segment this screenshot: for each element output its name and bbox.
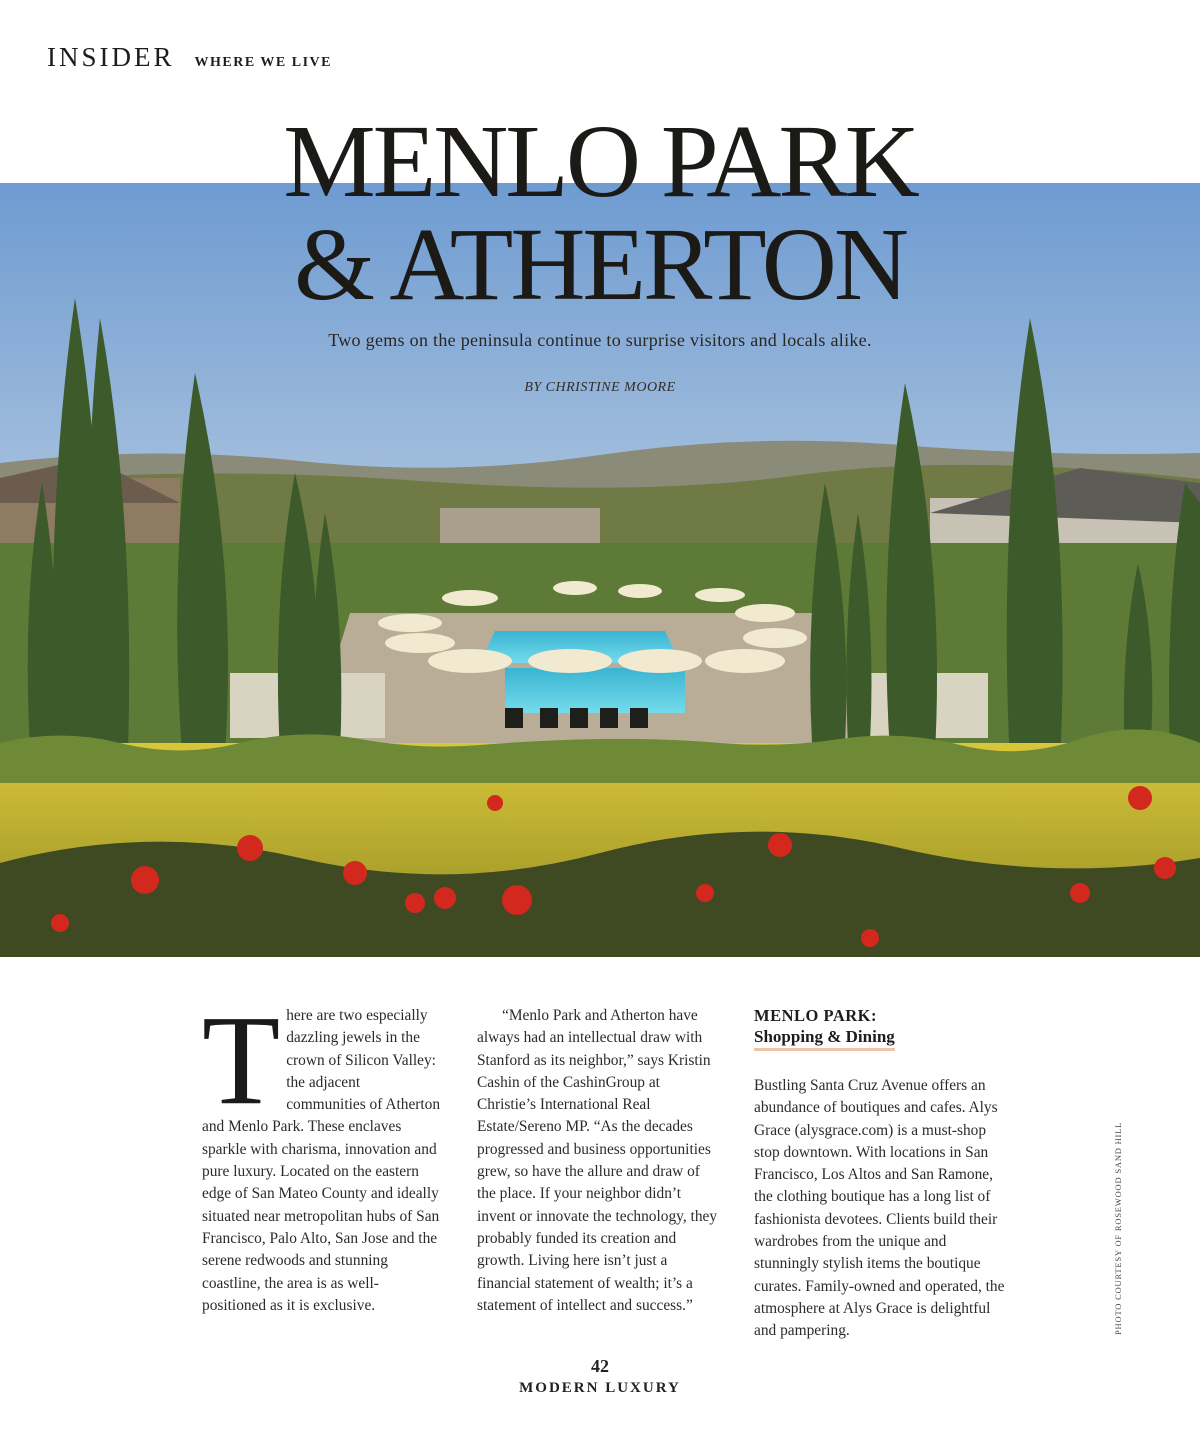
article-column-2 (477, 1005, 722, 1317)
column-1-text: here are two especially dazzling jewels in the crown of Silicon Valley: the adjacent communities of Atherton and Menlo Park. These enclaves sparkle with charisma, innovation and pure luxury. Located on the eastern edge of San Mateo County and ideally situated near metropolitan hubs of San Francisco, Palo Alto, San Jose and the serene redwoods and stunning coastline, the area is as well-positioned as it is exclusive. (202, 1007, 441, 1314)
article-column-3 (754, 1005, 1014, 1343)
column-3-text: Bustling Santa Cruz Avenue offers an abundance of boutiques and cafes. Alys Grace (alysgrace.com) is a must-shop stop downtown. With locations in San Francisco, Los Altos and San Ramone, the clothing boutique has a long list of fashionista devotees. Clients build their wardrobes from the unique and stunningly stylish items the boutique curates. Family-owned and operated, the atmosphere at Alys Grace is delightful and pampering. (754, 1077, 1005, 1340)
drop-cap: T (202, 989, 281, 1131)
photo-credit: PHOTO COURTESY OF ROSEWOOD SAND HILL (1113, 1121, 1123, 1335)
section-header (47, 42, 332, 73)
deck-subtitle: Two gems on the peninsula continue to surprise visitors and locals alike. (328, 330, 872, 350)
subsection-label: WHERE WE LIVE (194, 55, 332, 70)
headline-line-1: MENLO PARK (283, 104, 917, 219)
magazine-name: MODERN LUXURY (519, 1380, 681, 1396)
page-number: 42 (591, 1356, 609, 1376)
headline-line-2: & ATHERTON (294, 207, 906, 322)
column-3-subheading: Shopping & Dining (754, 1027, 895, 1051)
byline: BY CHRISTINE MOORE (524, 380, 676, 395)
column-3-heading: MENLO PARK: (754, 1006, 877, 1025)
article-column-1 (202, 989, 442, 1317)
column-2-text: “Menlo Park and Atherton have always had an intellectual draw with Stanford as its neighbor,” says Kristin Cashin of the CashinGroup at Christie’s International Real Estate/Sereno MP. “As the decades progressed and business opportunities grew, so have the allure and draw of the place. If your neighbor didn’t invent or innovate the technology, they probably funded its creation and growth. Living here isn’t just a financial statement of wealth; it’s a statement of intellect and success.” (477, 1007, 718, 1314)
section-label: INSIDER (47, 42, 175, 72)
